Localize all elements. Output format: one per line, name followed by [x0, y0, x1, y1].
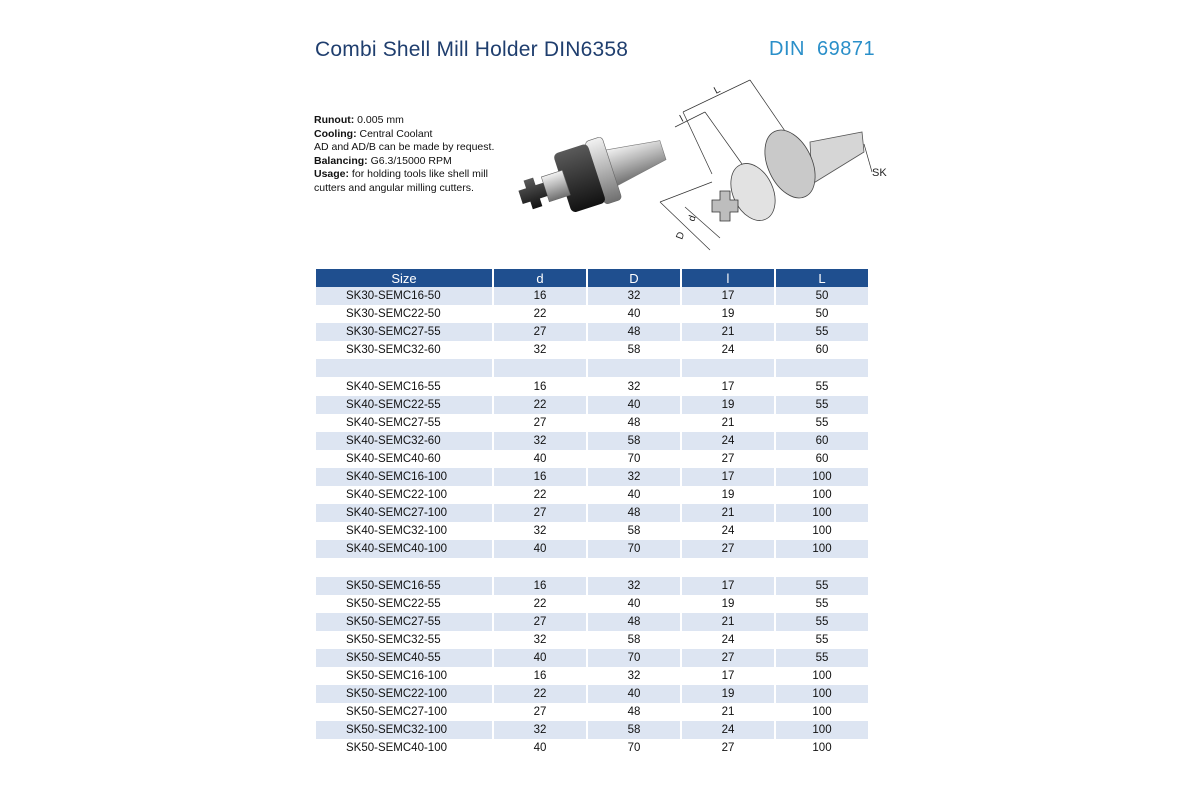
- D-cell: 58: [588, 432, 680, 450]
- spec-runout: [314, 114, 514, 128]
- size-cell: SK40-SEMC16-100: [316, 468, 492, 486]
- l-cell: 21: [682, 323, 774, 341]
- L-cell: 60: [776, 432, 868, 450]
- L-cell: [776, 558, 868, 576]
- d-cell: 16: [533, 670, 547, 683]
- L-cell: 100: [812, 706, 832, 719]
- d-cell: 22: [533, 489, 547, 502]
- size-table: [314, 269, 870, 757]
- d-cell: 16: [494, 468, 586, 486]
- size-cell: SK30-SEMC27-55: [316, 323, 492, 341]
- D-cell: 58: [627, 633, 641, 646]
- D-cell: [588, 558, 680, 576]
- D-cell: 40: [588, 685, 680, 703]
- d-cell: 16: [494, 577, 586, 595]
- dim-label-D: D: [674, 230, 688, 242]
- L-cell: 100: [776, 685, 868, 703]
- L-cell: 50: [815, 308, 829, 321]
- l-cell: 21: [721, 416, 735, 429]
- spec-coolant-note: AD and AD/B can be made by request.: [314, 141, 495, 153]
- col-header-D: D: [588, 269, 680, 287]
- d-cell: 32: [533, 525, 547, 538]
- l-cell: 21: [682, 613, 774, 631]
- D-cell: 32: [588, 468, 680, 486]
- D-cell: 70: [627, 452, 641, 465]
- l-cell: 27: [682, 649, 774, 667]
- spec-usage-value: for holding tools like shell mill cutters and angular milling cutters.: [314, 168, 488, 194]
- spec-usage: [314, 168, 514, 195]
- dimension-drawing: [650, 72, 900, 262]
- size-cell: SK40-SEMC32-60: [316, 432, 492, 450]
- table-row: [316, 595, 868, 613]
- table-row: [316, 414, 868, 432]
- D-cell: 48: [627, 416, 641, 429]
- table-row: [316, 287, 868, 305]
- d-cell: 32: [533, 344, 547, 357]
- l-cell: 19: [721, 489, 735, 502]
- table-row: [316, 432, 868, 450]
- l-cell: 24: [682, 721, 774, 739]
- D-cell: 48: [588, 323, 680, 341]
- l-cell: 17: [682, 287, 774, 305]
- spec-balancing-value: G6.3/15000 RPM: [367, 154, 452, 167]
- d-cell: 32: [494, 432, 586, 450]
- l-cell: 19: [721, 597, 735, 610]
- size-cell: SK50-SEMC40-55: [316, 649, 492, 667]
- spec-cooling-value: Central Coolant: [356, 127, 433, 140]
- table-row: [316, 359, 868, 377]
- size-cell: SK50-SEMC40-100: [346, 742, 447, 755]
- col-header-size: Size: [316, 269, 492, 287]
- col-header-d: d: [494, 269, 586, 287]
- D-cell: 58: [627, 344, 641, 357]
- L-cell: 50: [776, 287, 868, 305]
- D-cell: 48: [588, 504, 680, 522]
- spec-usage-label: Usage:: [314, 168, 350, 180]
- size-cell: SK50-SEMC22-55: [346, 597, 441, 610]
- L-cell: 55: [776, 577, 868, 595]
- d-cell: 40: [533, 452, 547, 465]
- d-cell: 40: [533, 742, 547, 755]
- table-row: [316, 703, 868, 721]
- L-cell: 55: [815, 416, 829, 429]
- l-cell: 19: [682, 685, 774, 703]
- spec-balancing-label: Balancing:: [314, 154, 368, 167]
- l-cell: 27: [682, 540, 774, 558]
- table-header-row: [316, 269, 868, 287]
- D-cell: 48: [627, 706, 641, 719]
- L-cell: 55: [776, 396, 868, 414]
- d-cell: [494, 359, 586, 377]
- size-cell: SK30-SEMC22-50: [346, 308, 441, 321]
- table-row: [316, 613, 868, 631]
- size-cell: SK40-SEMC27-55: [346, 416, 441, 429]
- D-cell: 70: [588, 540, 680, 558]
- table-row: [316, 341, 868, 359]
- size-cell: SK50-SEMC32-100: [316, 721, 492, 739]
- d-cell: 27: [533, 416, 547, 429]
- table-row: [316, 377, 868, 395]
- table-row: [316, 468, 868, 486]
- L-cell: 100: [776, 468, 868, 486]
- l-cell: 21: [682, 504, 774, 522]
- size-cell: SK50-SEMC22-100: [316, 685, 492, 703]
- table-row: [316, 396, 868, 414]
- table-row: [316, 577, 868, 595]
- D-cell: 70: [588, 649, 680, 667]
- L-cell: 60: [815, 344, 829, 357]
- d-cell: 27: [494, 613, 586, 631]
- d-cell: 32: [494, 721, 586, 739]
- table-row: [316, 685, 868, 703]
- dim-label-SK: SK: [872, 167, 887, 179]
- l-cell: 17: [682, 468, 774, 486]
- size-cell: SK50-SEMC27-55: [316, 613, 492, 631]
- L-cell: [776, 359, 868, 377]
- l-cell: 24: [721, 344, 735, 357]
- table-row: [316, 558, 868, 576]
- table-row: [316, 450, 868, 468]
- table-row: [316, 522, 868, 540]
- table-row: [316, 486, 868, 504]
- spec-cooling: [314, 128, 514, 142]
- l-cell: 17: [682, 577, 774, 595]
- table-row: [316, 649, 868, 667]
- size-cell: SK50-SEMC32-55: [346, 633, 441, 646]
- d-cell: 22: [494, 685, 586, 703]
- size-cell: [316, 558, 492, 576]
- l-cell: 19: [721, 308, 735, 321]
- table-row: [316, 540, 868, 558]
- L-cell: 55: [815, 633, 829, 646]
- size-cell: [316, 359, 492, 377]
- D-cell: [588, 359, 680, 377]
- L-cell: 100: [812, 670, 832, 683]
- L-cell: 100: [812, 489, 832, 502]
- L-cell: 55: [776, 613, 868, 631]
- D-cell: 40: [588, 396, 680, 414]
- L-cell: 55: [815, 597, 829, 610]
- l-cell: [682, 359, 774, 377]
- spec-runout-value: 0.005 mm: [354, 114, 404, 126]
- L-cell: 100: [812, 742, 832, 755]
- D-cell: 58: [588, 721, 680, 739]
- size-cell: SK30-SEMC16-50: [316, 287, 492, 305]
- l-cell: 21: [721, 706, 735, 719]
- spec-cooling-label: Cooling:: [314, 127, 357, 140]
- table-row: [316, 739, 868, 757]
- D-cell: 32: [588, 287, 680, 305]
- size-cell: SK40-SEMC27-100: [316, 504, 492, 522]
- size-cell: SK40-SEMC40-60: [346, 452, 441, 465]
- D-cell: 32: [627, 670, 641, 683]
- D-cell: 32: [588, 577, 680, 595]
- d-cell: 22: [533, 597, 547, 610]
- size-cell: SK40-SEMC32-100: [346, 525, 447, 538]
- dim-label-d: d: [686, 214, 699, 224]
- table-row: [316, 667, 868, 685]
- din-standard: DIN 69871: [769, 38, 876, 60]
- table-body: [316, 287, 868, 757]
- d-cell: 27: [533, 706, 547, 719]
- spec-runout-label: Runout:: [314, 114, 355, 126]
- d-cell: 22: [533, 308, 547, 321]
- size-cell: SK50-SEMC27-100: [346, 706, 447, 719]
- size-cell: SK40-SEMC22-100: [346, 489, 447, 502]
- L-cell: 60: [815, 452, 829, 465]
- l-cell: 27: [721, 452, 735, 465]
- D-cell: 58: [627, 525, 641, 538]
- page-title: Combi Shell Mill Holder DIN6358: [315, 38, 629, 61]
- L-cell: 55: [776, 649, 868, 667]
- d-cell: 27: [494, 504, 586, 522]
- table-row: [316, 305, 868, 323]
- d-cell: 27: [494, 323, 586, 341]
- L-cell: 100: [812, 525, 832, 538]
- D-cell: 40: [627, 489, 641, 502]
- size-cell: SK50-SEMC16-55: [316, 577, 492, 595]
- l-cell: 24: [682, 432, 774, 450]
- d-cell: 22: [494, 396, 586, 414]
- size-cell: SK40-SEMC16-55: [346, 380, 441, 393]
- L-cell: 55: [815, 380, 829, 393]
- D-cell: 48: [588, 613, 680, 631]
- col-header-L: L: [776, 269, 868, 287]
- table-row: [316, 721, 868, 739]
- L-cell: 55: [776, 323, 868, 341]
- L-cell: 100: [776, 504, 868, 522]
- D-cell: 40: [627, 597, 641, 610]
- size-cell: SK50-SEMC16-100: [346, 670, 447, 683]
- l-cell: 24: [721, 525, 735, 538]
- L-cell: 100: [776, 540, 868, 558]
- L-cell: 100: [776, 721, 868, 739]
- d-cell: 16: [533, 380, 547, 393]
- D-cell: 32: [627, 380, 641, 393]
- dim-label-L: L: [712, 84, 723, 97]
- l-cell: 17: [721, 670, 735, 683]
- size-cell: SK40-SEMC40-100: [316, 540, 492, 558]
- spec-balancing: [314, 155, 514, 169]
- table-row: [316, 504, 868, 522]
- l-cell: [682, 558, 774, 576]
- size-cell: SK30-SEMC32-60: [346, 344, 441, 357]
- table-row: [316, 631, 868, 649]
- d-cell: 16: [494, 287, 586, 305]
- size-cell: SK40-SEMC22-55: [316, 396, 492, 414]
- table-row: [316, 323, 868, 341]
- col-header-l: l: [682, 269, 774, 287]
- d-cell: 40: [494, 649, 586, 667]
- d-cell: 40: [494, 540, 586, 558]
- D-cell: 70: [627, 742, 641, 755]
- l-cell: 17: [721, 380, 735, 393]
- spec-list: [314, 114, 514, 195]
- D-cell: 40: [627, 308, 641, 321]
- l-cell: 24: [721, 633, 735, 646]
- dim-label-l: l: [678, 113, 686, 125]
- l-cell: 27: [721, 742, 735, 755]
- d-cell: 32: [533, 633, 547, 646]
- l-cell: 19: [682, 396, 774, 414]
- d-cell: [494, 558, 586, 576]
